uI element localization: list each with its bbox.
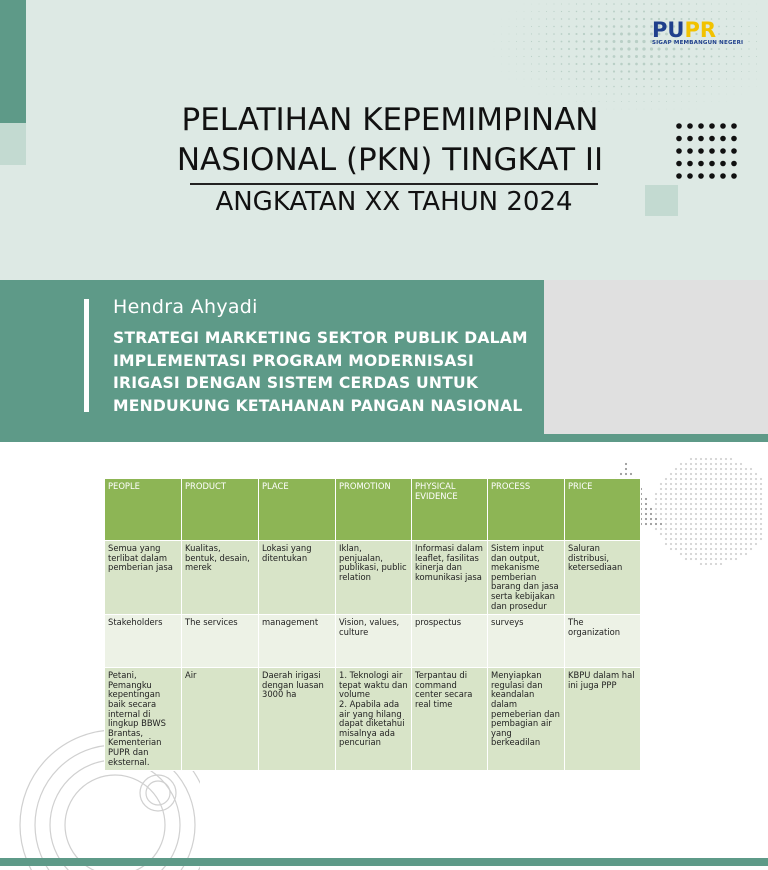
table-cell: Saluran distribusi, ketersediaan (565, 541, 641, 615)
logo-brand-part2: PR (684, 18, 716, 42)
dot-grid-decor (672, 120, 742, 182)
table-cell: Lokasi yang ditentukan (259, 541, 336, 615)
logo-brand-part1: PU (652, 18, 684, 42)
table-header-row (105, 479, 641, 541)
pupr-logo (652, 18, 752, 48)
header-product: PRODUCT (182, 479, 259, 541)
table-row (105, 615, 641, 668)
table-cell: Kualitas, bentuk, desain, merek (182, 541, 259, 615)
table-cell: KBPU dalam hal ini juga PPP (565, 668, 641, 771)
table-cell: Menyiapkan regulasi dan keandalan dalam pemeberian dan pembagian air yang berkeadilan (488, 668, 565, 771)
table-cell-multiline (336, 668, 412, 771)
cell-line: 1. Teknologi air tepat waktu dan volume (339, 671, 408, 700)
title-line-3: ANGKATAN XX TAHUN 2024 (190, 186, 598, 218)
table-row (105, 668, 641, 771)
header-people: PEOPLE (105, 479, 182, 541)
logo-tagline: SIGAP MEMBANGUN NEGERI (652, 40, 743, 46)
decor-teal-strip (544, 434, 768, 442)
table-cell: prospectus (412, 615, 488, 668)
table-cell: surveys (488, 615, 565, 668)
table-cell: Petani, Pemangku kepentingan baik secara internal di lingkup BBWS Brantas, Kementerian PUPR dan eksternal. (105, 668, 182, 771)
decor-gray-block (544, 280, 768, 434)
marketing-mix-table (104, 478, 641, 771)
table-cell: Sistem input dan output, mekanisme pemberian barang dan jasa serta kebijakan dan prosedur (488, 541, 565, 615)
bottom-bar (0, 858, 768, 866)
decor-left-bar-light (0, 123, 26, 165)
header-physical-evidence: PHYSICAL EVIDENCE (412, 479, 488, 541)
header-place: PLACE (259, 479, 336, 541)
table-cell: The services (182, 615, 259, 668)
header-price: PRICE (565, 479, 641, 541)
table-cell: Stakeholders (105, 615, 182, 668)
header-promotion: PROMOTION (336, 479, 412, 541)
cell-line: 2. Apabila ada air yang hilang dapat diketahui misalnya ada pencurian (339, 700, 408, 748)
table-cell: Air (182, 668, 259, 771)
table-cell: Informasi dalam leaflet, fasilitas kinerja dan komunikasi jasa (412, 541, 488, 615)
table-cell: Daerah irigasi dengan luasan 3000 ha (259, 668, 336, 771)
table-cell: Semua yang terlibat dalam pemberian jasa (105, 541, 182, 615)
author-name: Hendra Ahyadi (113, 296, 258, 318)
table-cell: management (259, 615, 336, 668)
table-cell: Vision, values, culture (336, 615, 412, 668)
page-title (160, 100, 620, 180)
accent-bar (84, 299, 89, 412)
presentation-subtitle: STRATEGI MARKETING SEKTOR PUBLIK DALAM IMPLEMENTASI PROGRAM MODERNISASI IRIGASI DENGAN SISTEM CERDAS UNTUK MENDUKUNG KETAHANAN PANGAN NASIONAL (113, 327, 538, 417)
decor-square (645, 185, 678, 216)
table-cell: The organization (565, 615, 641, 668)
title-line-1: PELATIHAN KEPEMIMPINAN (160, 100, 620, 140)
table-row (105, 541, 641, 615)
title-line-2: NASIONAL (PKN) TINGKAT II (160, 140, 620, 180)
header-process: PROCESS (488, 479, 565, 541)
title-divider (190, 183, 598, 185)
table-cell: Terpantau di command center secara real time (412, 668, 488, 771)
decor-left-bar (0, 0, 26, 123)
table-cell: Iklan, penjualan, publikasi, public relation (336, 541, 412, 615)
